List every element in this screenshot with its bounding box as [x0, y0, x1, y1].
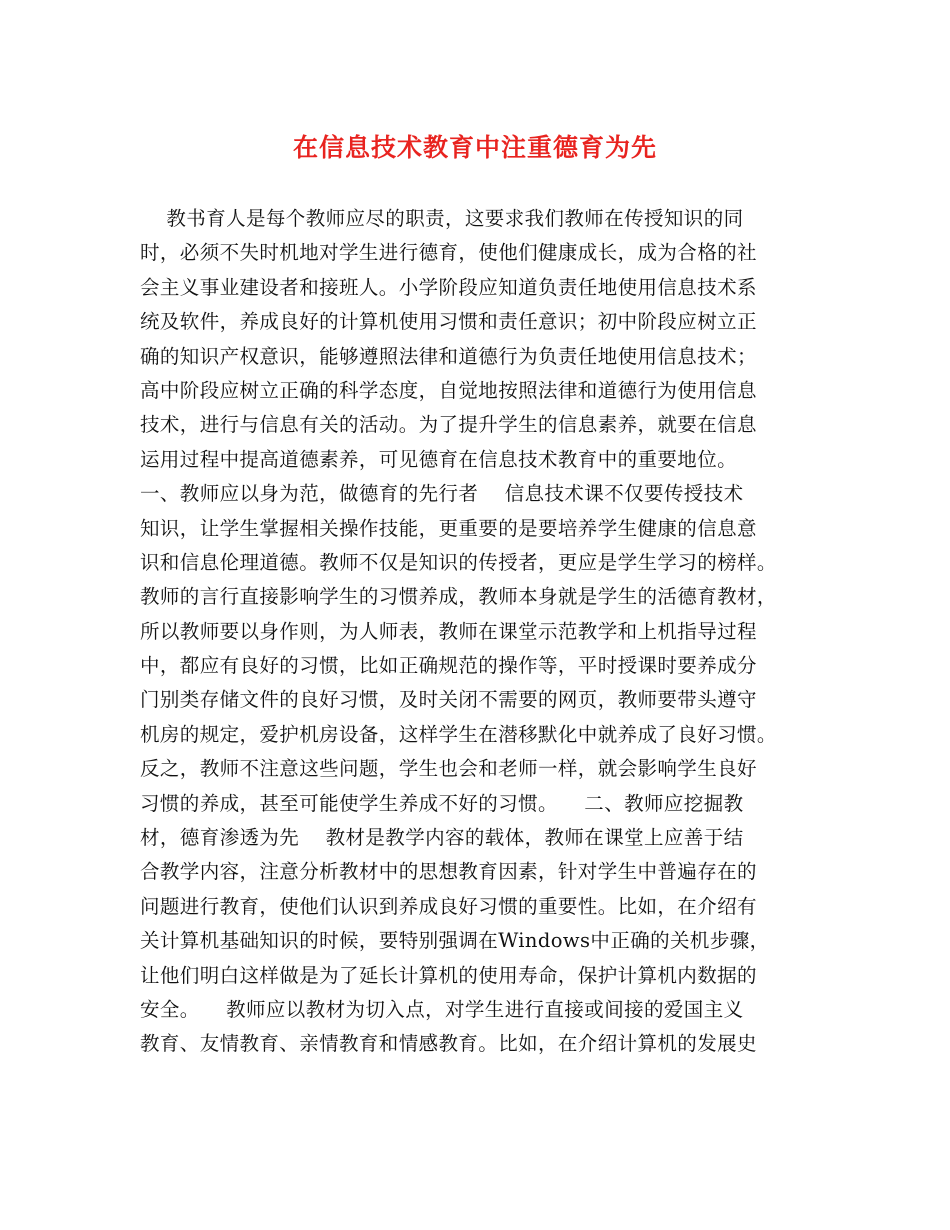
body-line: 习惯的养成，甚至可能使学生养成不好的习惯。 二、教师应挖掘教 — [140, 791, 744, 815]
body-line: 会主义事业建设者和接班人。小学阶段应知道负责任地使用信息技术系 — [140, 275, 757, 299]
body-line: 时，必须不失时机地对学生进行德育，使他们健康成长，成为合格的社 — [140, 241, 757, 265]
body-line: 教书育人是每个教师应尽的职责，这要求我们教师在传授知识的同 — [140, 207, 744, 230]
body-line: 门别类存储文件的良好习惯，及时关闭不需要的网页，教师要带头遵守 — [140, 688, 757, 712]
body-line: 识和信息伦理道德。教师不仅是知识的传授者，更应是学生学习的榜样。 — [140, 550, 777, 574]
body-line: 中，都应有良好的习惯，比如正确规范的操作等，平时授课时要养成分 — [140, 654, 757, 678]
body-line: 材，德育渗透为先 教材是教学内容的载体，教师在课堂上应善于结 — [140, 826, 744, 850]
body-line: 教育、友情教育、亲情教育和情感教育。比如，在介绍计算机的发展史 — [140, 1032, 757, 1056]
body-line: 一、教师应以身为范，做德育的先行者 信息技术课不仅要传授技术 — [140, 482, 744, 506]
body-line: 统及软件，养成良好的计算机使用习惯和责任意识；初中阶段应树立正 — [140, 310, 757, 334]
body-line: 确的知识产权意识，能够遵照法律和道德行为负责任地使用信息技术； — [140, 344, 757, 368]
body-line: 所以教师要以身作则，为人师表，教师在课堂示范教学和上机指导过程 — [140, 619, 757, 643]
body-line: 反之，教师不注意这些问题，学生也会和老师一样，就会影响学生良好 — [140, 757, 757, 781]
body-line: 安全。 教师应以教材为切入点，对学生进行直接或间接的爱国主义 — [140, 997, 744, 1021]
body-line: 技术，进行与信息有关的活动。为了提升学生的信息素养，就要在信息 — [140, 413, 757, 437]
document-title: 在信息技术教育中注重德育为先 — [292, 133, 657, 162]
body-line: 机房的规定，爱护机房设备，这样学生在潜移默化中就养成了良好习惯。 — [140, 722, 777, 746]
body-line: 高中阶段应树立正确的科学态度，自觉地按照法律和道德行为使用信息 — [140, 378, 757, 402]
body-line: 问题进行教育，使他们认识到养成良好习惯的重要性。比如，在介绍有 — [140, 894, 757, 918]
body-line: 知识，让学生掌握相关操作技能，更重要的是要培养学生健康的信息意 — [140, 516, 757, 540]
body-line: 运用过程中提高道德素养，可见德育在信息技术教育中的重要地位。 — [140, 447, 738, 471]
body-line: 让他们明白这样做是为了延长计算机的使用寿命，保护计算机内数据的 — [140, 963, 757, 987]
document-body — [140, 202, 820, 1062]
body-line: 合教学内容，注意分析教材中的思想教育因素，针对学生中普遍存在的 — [140, 860, 757, 884]
body-line: 教师的言行直接影响学生的习惯养成，教师本身就是学生的活德育教材， — [140, 585, 777, 609]
body-line: 关计算机基础知识的时候，要特别强调在Windows中正确的关机步骤， — [140, 929, 770, 953]
